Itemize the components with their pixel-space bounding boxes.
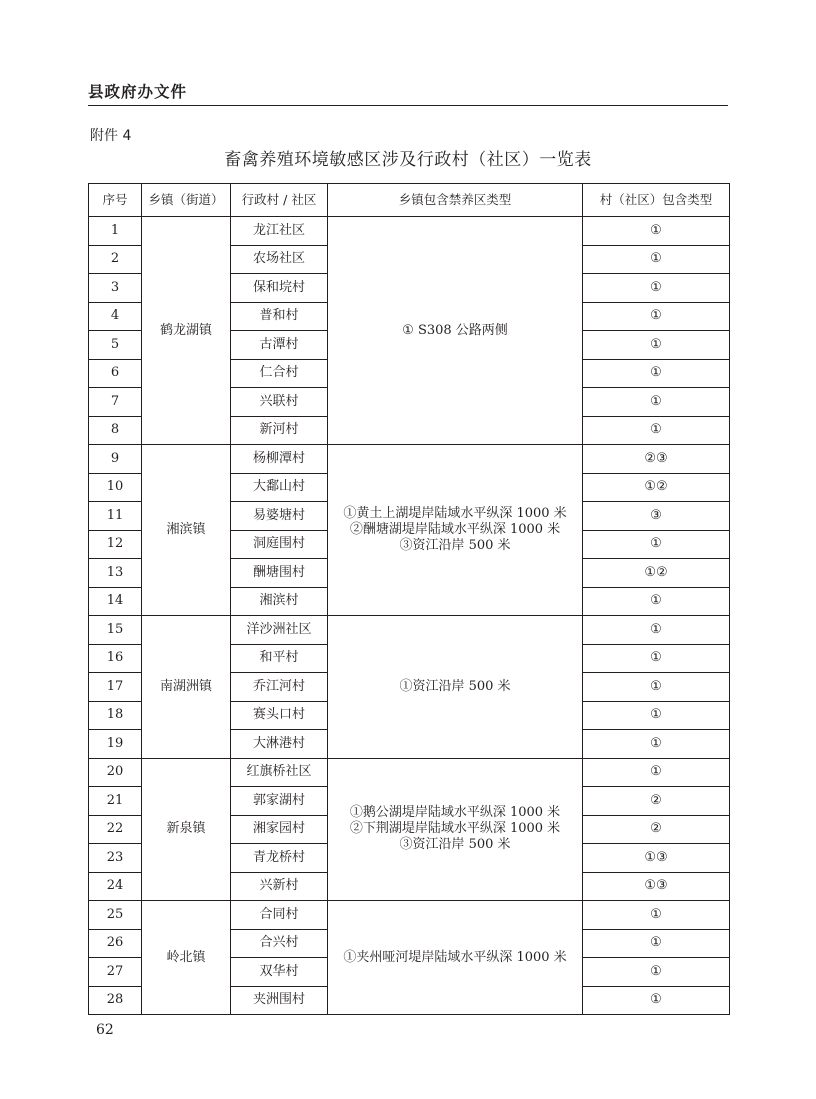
header-divider <box>88 105 728 106</box>
village-cell: 大鄱山村 <box>231 473 328 502</box>
village-type-cell: ① <box>583 388 730 417</box>
village-type-cell: ① <box>583 359 730 388</box>
village-type-cell: ②③ <box>583 445 730 474</box>
column-header-village: 行政村 / 社区 <box>231 184 328 217</box>
village-cell: 合兴村 <box>231 929 328 958</box>
column-header-town: 乡镇（街道） <box>142 184 231 217</box>
village-cell: 龙江社区 <box>231 217 328 246</box>
village-cell: 杨柳潭村 <box>231 445 328 474</box>
village-cell: 湘家园村 <box>231 815 328 844</box>
town-zone-types-cell <box>328 901 583 1015</box>
village-type-cell: ① <box>583 587 730 616</box>
row-number-cell: 28 <box>89 986 142 1015</box>
row-number-cell: 11 <box>89 502 142 531</box>
row-number-cell: 3 <box>89 274 142 303</box>
town-cell: 南湖洲镇 <box>142 616 231 759</box>
row-number-cell: 20 <box>89 758 142 787</box>
village-type-cell: ① <box>583 416 730 445</box>
village-cell: 洋沙洲社区 <box>231 616 328 645</box>
village-type-cell: ①③ <box>583 872 730 901</box>
village-type-cell: ① <box>583 331 730 360</box>
row-number-cell: 15 <box>89 616 142 645</box>
row-number-cell: 7 <box>89 388 142 417</box>
row-number-cell: 23 <box>89 844 142 873</box>
village-cell: 仁合村 <box>231 359 328 388</box>
village-cell: 兴新村 <box>231 872 328 901</box>
village-type-cell: ① <box>583 274 730 303</box>
column-header-town-zone-types: 乡镇包含禁养区类型 <box>328 184 583 217</box>
row-number-cell: 4 <box>89 302 142 331</box>
row-number-cell: 27 <box>89 958 142 987</box>
village-cell: 夹洲围村 <box>231 986 328 1015</box>
zone-type-line: ①黄土上湖堤岸陆域水平纵深 1000 米 <box>343 506 567 521</box>
table-row <box>89 445 730 474</box>
row-number-cell: 19 <box>89 730 142 759</box>
sensitive-area-table <box>88 183 730 1015</box>
village-cell: 保和垸村 <box>231 274 328 303</box>
row-number-cell: 5 <box>89 331 142 360</box>
village-cell: 酬塘围村 <box>231 559 328 588</box>
village-type-cell: ① <box>583 616 730 645</box>
village-type-cell: ① <box>583 958 730 987</box>
town-cell: 岭北镇 <box>142 901 231 1015</box>
village-cell: 乔江河村 <box>231 673 328 702</box>
village-type-cell: ① <box>583 986 730 1015</box>
village-type-cell: ③ <box>583 502 730 531</box>
village-type-cell: ② <box>583 787 730 816</box>
village-cell: 易婆塘村 <box>231 502 328 531</box>
table-header-row <box>89 184 730 217</box>
town-zone-types-cell <box>328 445 583 616</box>
row-number-cell: 6 <box>89 359 142 388</box>
town-zone-types-cell <box>328 217 583 445</box>
row-number-cell: 26 <box>89 929 142 958</box>
town-cell: 鹤龙湖镇 <box>142 217 231 445</box>
village-type-cell: ① <box>583 217 730 246</box>
village-type-cell: ① <box>583 901 730 930</box>
row-number-cell: 12 <box>89 530 142 559</box>
row-number-cell: 18 <box>89 701 142 730</box>
zone-type-line: ②下荆湖堤岸陆域水平纵深 1000 米 <box>349 821 561 837</box>
village-cell: 赛头口村 <box>231 701 328 730</box>
attachment-label: 附件 4 <box>90 128 132 144</box>
village-type-cell: ① <box>583 530 730 559</box>
row-number-cell: 21 <box>89 787 142 816</box>
table-row <box>89 901 730 930</box>
zone-type-line: ① S308 公路两侧 <box>402 322 508 338</box>
village-cell: 兴联村 <box>231 388 328 417</box>
village-type-cell: ① <box>583 245 730 274</box>
village-cell: 新河村 <box>231 416 328 445</box>
table-body <box>89 217 730 1015</box>
village-cell: 湘滨村 <box>231 587 328 616</box>
village-cell: 大淋港村 <box>231 730 328 759</box>
village-type-cell: ① <box>583 701 730 730</box>
table-row <box>89 217 730 246</box>
zone-type-line: ②酬塘湖堤岸陆域水平纵深 1000 米 <box>349 522 561 537</box>
village-cell: 青龙桥村 <box>231 844 328 873</box>
zone-type-line: ③资江沿岸 500 米 <box>399 837 511 853</box>
zone-type-line: ①资江沿岸 500 米 <box>399 678 511 694</box>
village-cell: 普和村 <box>231 302 328 331</box>
row-number-cell: 10 <box>89 473 142 502</box>
row-number-cell: 2 <box>89 245 142 274</box>
town-cell: 新泉镇 <box>142 758 231 901</box>
village-type-cell: ① <box>583 758 730 787</box>
row-number-cell: 16 <box>89 644 142 673</box>
village-cell: 合同村 <box>231 901 328 930</box>
village-type-cell: ①③ <box>583 844 730 873</box>
row-number-cell: 22 <box>89 815 142 844</box>
village-type-cell: ② <box>583 815 730 844</box>
row-number-cell: 8 <box>89 416 142 445</box>
village-type-cell: ①② <box>583 559 730 588</box>
town-cell: 湘滨镇 <box>142 445 231 616</box>
running-header: 县政府办文件 <box>88 83 188 101</box>
village-type-cell: ① <box>583 644 730 673</box>
village-type-cell: ① <box>583 929 730 958</box>
village-cell: 郭家湖村 <box>231 787 328 816</box>
row-number-cell: 14 <box>89 587 142 616</box>
zone-type-line: ①夹州哑河堤岸陆域水平纵深 1000 米 <box>343 949 567 965</box>
village-type-cell: ① <box>583 673 730 702</box>
zone-type-line: ①鹅公湖堤岸陆域水平纵深 1000 米 <box>349 805 561 821</box>
column-header-village-types: 村（社区）包含类型 <box>583 184 730 217</box>
row-number-cell: 25 <box>89 901 142 930</box>
document-title: 畜禽养殖环境敏感区涉及行政村（社区）一览表 <box>224 150 592 170</box>
village-cell: 农场社区 <box>231 245 328 274</box>
row-number-cell: 24 <box>89 872 142 901</box>
village-type-cell: ①② <box>583 473 730 502</box>
village-type-cell: ① <box>583 302 730 331</box>
village-cell: 双华村 <box>231 958 328 987</box>
table-row <box>89 616 730 645</box>
village-cell: 洞庭围村 <box>231 530 328 559</box>
table-row <box>89 758 730 787</box>
row-number-cell: 1 <box>89 217 142 246</box>
village-cell: 古潭村 <box>231 331 328 360</box>
column-header-number: 序号 <box>89 184 142 217</box>
village-cell: 红旗桥社区 <box>231 758 328 787</box>
village-type-cell: ① <box>583 730 730 759</box>
row-number-cell: 9 <box>89 445 142 474</box>
row-number-cell: 13 <box>89 559 142 588</box>
page-number: 62 <box>96 1022 114 1038</box>
town-zone-types-cell <box>328 758 583 901</box>
row-number-cell: 17 <box>89 673 142 702</box>
village-cell: 和平村 <box>231 644 328 673</box>
town-zone-types-cell <box>328 616 583 759</box>
zone-type-line: ③资江沿岸 500 米 <box>399 538 511 553</box>
